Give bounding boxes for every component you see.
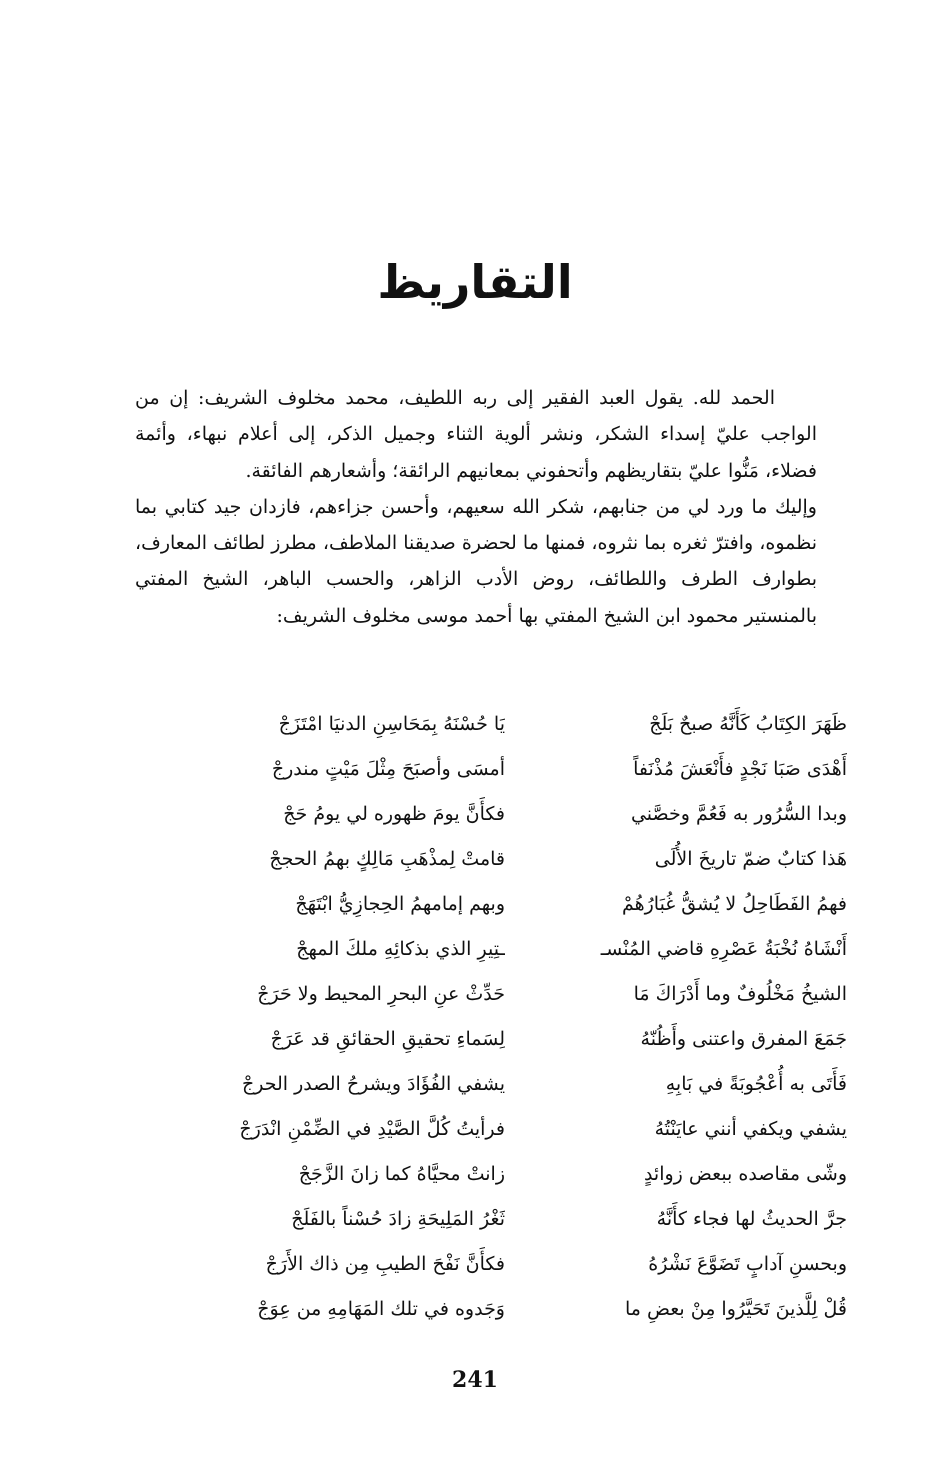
verse-second-hemistich: يشفي الفُؤَادَ ويشرحُ الصدر الحرجْ (241, 1073, 505, 1095)
verse-first-hemistich: هَذا كتابٌ ضمّ تاريخَ الأُلَى (654, 848, 847, 870)
verse-second-hemistich: وَجَدوه في تلك المَهَامِهِ من عِوَجْ (257, 1298, 505, 1320)
verse-first-hemistich: جَمَعَ المفرق واعتنى وأَظُنّهُ (640, 1028, 847, 1050)
verse-first-hemistich: الشيخُ مَخْلُوفٌ وما أَدْرَاكَ مَا (633, 983, 847, 1005)
verse-first-hemistich: فهمُ الفَطَاحِلُ لا يُشقُّ غُبَارُهُمْ (621, 893, 847, 915)
verse-first-hemistich: أَهْدَى صَبَا نَجْدٍ فأَنْعَشَ مُذْنَفاً (633, 758, 847, 780)
verse-second-hemistich: فكأَنَّ نَفْحَ الطيبِ مِن ذاك الأَرَجْ (265, 1253, 505, 1275)
poem-verse (135, 972, 847, 1017)
verse-second-hemistich: لِسَماءِ تحقيقِ الحقائقِ قد عَرَجْ (270, 1028, 505, 1050)
verse-second-hemistich: ثَغْرُ المَلِيحَةِ زادَ حُسْناً بالفَلَجْ (291, 1208, 505, 1230)
poem-verse (135, 1017, 847, 1062)
verse-first-hemistich: وبدا السُّرُور به فَعُمَّ وخصَّني (630, 803, 847, 825)
poem-verse (135, 882, 847, 927)
poem-verse (135, 1287, 847, 1332)
verse-first-hemistich: وبحسنِ آدابٍ تَضَوَّعَ نَشْرُهُ (648, 1253, 847, 1275)
verse-second-hemistich: فكأَنَّ يومَ ظهوره لي يومُ حَجْ (283, 803, 505, 825)
prose-body (135, 380, 817, 634)
poem-verse (135, 1062, 847, 1107)
verse-second-hemistich: حَدِّثْ عنِ البحرِ المحيط ولا حَرَجْ (257, 983, 505, 1005)
verse-second-hemistich: ـتِيرِ الذي بذكائِهِ ملكَ المهجْ (296, 938, 505, 960)
prose-paragraph-1: الحمد لله. يقول العبد الفقير إلى ربه اللطيف، محمد مخلوف الشريف: إن من الواجب عليّ إسداء الشكر، ونشر ألوية الثناء وجميل الذكر، إلى أعلام نبهاء، وأئمة فضلاء، مَنُّوا عليّ بتقاريظهم وأتحفوني بمعانيهم الرائقة؛ وأشعارهم الفائقة. (135, 387, 817, 482)
page-title: التقاريظ (377, 255, 573, 309)
verse-first-hemistich: جرَّ الحديثُ لها فجاء كأَنَّهُ (656, 1208, 847, 1230)
page-number: 241 (452, 1367, 498, 1393)
verse-first-hemistich: ظَهَرَ الكِتَابُ كَأَنَّهُ صبحٌ بَلَجْ (649, 713, 847, 735)
poem-verse (135, 792, 847, 837)
verse-first-hemistich: فَأَتَى به أُعْجُوبَةً في بَابِهِ (665, 1073, 847, 1095)
poem-verse (135, 927, 847, 972)
verse-second-hemistich: يَا حُسْنَهُ بِمَحَاسِنِ الدنيَا امْتَزَجْ (278, 713, 505, 735)
verse-second-hemistich: زانتْ محيَّاهُ كما زانَ الزَّجَجْ (298, 1163, 505, 1185)
verse-first-hemistich: أَنْشَاهُ نُخْبَةُ عَصْرِهِ قاضي المُنْسـ (600, 938, 847, 960)
poem-verse (135, 702, 847, 747)
verse-second-hemistich: قامتْ لِمذْهَبِ مَالِكٍ بهمُ الحججْ (269, 848, 505, 870)
prose-paragraph-2: وإليك ما ورد لي من جنابهم، شكر الله سعيهم، وأحسن جزاءهم، فازدان جيد كتابي بما نظموه، وافترّ ثغره بما نثروه، فمنها ما لحضرة صديقنا الملاطف، مطرز لطائف المعارف، بطوارف الطرف واللطائف، روض الأدب الزاهر، والحسب الباهر، الشيخ المفتي بالمنستير محمود ابن الشيخ المفتي بها أحمد موسى مخلوف الشريف: (135, 495, 817, 627)
poem-verse (135, 1107, 847, 1152)
poem-verse (135, 1197, 847, 1242)
verse-first-hemistich: وشّى مقاصده ببعض زوائدٍ (643, 1163, 847, 1185)
verse-first-hemistich: يشفي ويكفي أنني عايَنْتُهُ (654, 1118, 847, 1140)
verse-first-hemistich: قُلْ لِلَّذينَ تَحَيَّرُوا مِنْ بعضِ ما (624, 1298, 847, 1320)
poem-verse (135, 1242, 847, 1287)
poem-verse (135, 747, 847, 792)
poem (135, 702, 847, 1332)
verse-second-hemistich: أمسَى وأصبَحَ مِثْلَ مَيْتٍ مندرجْ (271, 758, 505, 780)
verse-second-hemistich: وبهم إمامهمُ الحِجازِيُّ ابْتَهَجْ (295, 893, 505, 915)
poem-verse (135, 1152, 847, 1197)
verse-second-hemistich: فرأيتُ كُلَّ الصَّيْدِ في الضِّمْنِ انْدَرَجْ (239, 1118, 505, 1140)
poem-verse (135, 837, 847, 882)
